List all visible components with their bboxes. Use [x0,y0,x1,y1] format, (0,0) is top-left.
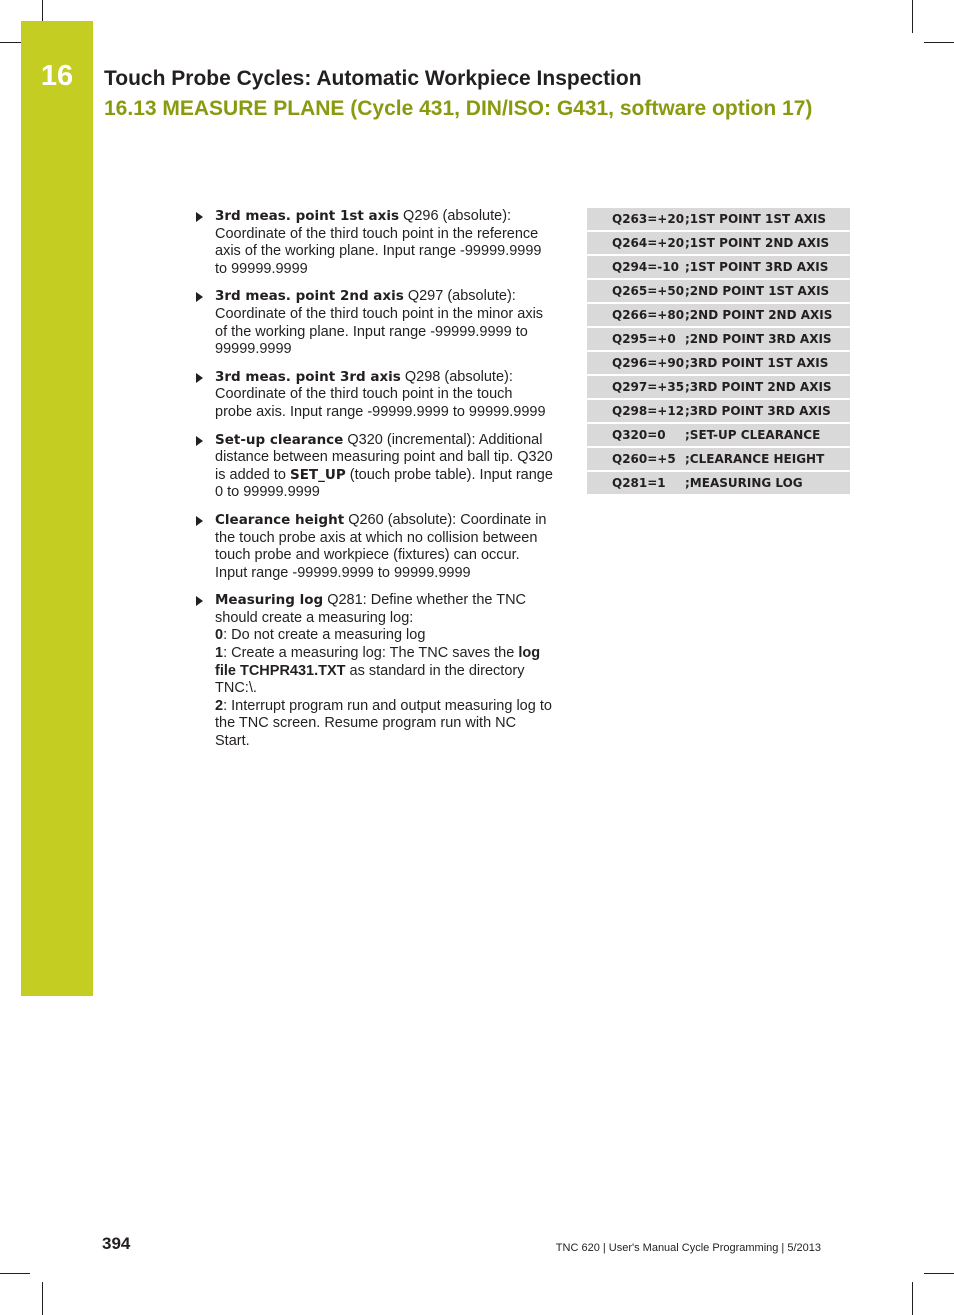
option-1 [215,645,553,698]
code-comment: ;2ND POINT 1ST AXIS [685,279,850,303]
crop-mark [912,0,913,33]
code-comment: ;3RD POINT 1ST AXIS [685,351,850,375]
chapter-title: Touch Probe Cycles: Automatic Workpiece Inspection [104,67,642,90]
table-row [587,207,850,231]
code-param: Q281=1 [587,471,685,494]
param-term: 3rd meas. point 2nd axis [215,288,404,305]
param-term: Set-up clearance [215,431,344,448]
table-row [587,375,850,399]
code-param: Q260=+5 [587,447,685,471]
section-title: 16.13 MEASURE PLANE (Cycle 431, DIN/ISO: G431, software option 17) [104,97,813,120]
table-row [587,327,850,351]
list-item [193,592,553,750]
table-row [587,279,850,303]
code-param: Q294=-10 [587,255,685,279]
param-term: 3rd meas. point 1st axis [215,208,400,224]
option-key: 0 [215,627,224,644]
option-text: : Create a measuring log: The TNC saves the [223,645,519,662]
code-param: Q265=+50 [587,279,685,303]
table-row [587,471,850,494]
code-comment: ;2ND POINT 3RD AXIS [685,327,850,351]
code-comment: ;3RD POINT 3RD AXIS [685,399,850,423]
param-desc-2: (touch probe table). Input range 0 to 99999.9999 [215,466,553,501]
table-row [587,231,850,255]
option-2 [215,698,553,751]
option-0 [215,627,553,645]
option-key: 1 [215,645,224,662]
param-desc: Q281: Define whether the TNC should create a measuring log: [215,592,527,626]
param-desc: Q298 (absolute): Coordinate of the third touch point in the touch probe axis. Input range -99999.9999 to 99999.9999 [215,368,546,420]
list-item [193,288,553,358]
code-comment: ;3RD POINT 2ND AXIS [685,375,850,399]
bullet-triangle-icon [196,436,203,446]
param-desc: Q320 (incremental): Additional distance between measuring point and ball tip. Q320 is added to [215,431,553,483]
code-param: Q266=+80 [587,303,685,327]
option-text: : Do not create a measuring log [223,627,426,644]
code-param: Q297=+35 [587,375,685,399]
code-param: Q263=+20 [587,207,685,231]
code-comment: ;1ST POINT 2ND AXIS [685,231,850,255]
code-param: Q295=+0 [587,327,685,351]
param-desc: Q297 (absolute): Coordinate of the third touch point in the minor axis of the working plane. Input range -99999.9999 to 99999.9999 [215,288,544,358]
param-term: Measuring log [215,592,324,609]
option-key: 2 [215,697,224,714]
code-param: Q298=+12 [587,399,685,423]
footer-text: TNC 620 | User's Manual Cycle Programming | 5/2013 [555,1242,821,1254]
chapter-tab [21,21,93,996]
param-desc: Q260 (absolute): Coordinate in the touch probe axis at which no collision between touch probe and workpiece (fixtures) can occur. Input range -99999.9999 to 99999.9999 [215,511,547,581]
code-comment: ;1ST POINT 1ST AXIS [685,207,850,231]
list-item [193,208,553,278]
list-item [193,512,553,582]
code-param: Q296=+90 [587,351,685,375]
code-comment: ;MEASURING LOG [685,471,850,494]
option-text-2: as standard in the directory TNC:\. [215,662,525,697]
table-row [587,399,850,423]
table-row [587,303,850,327]
code-param: Q320=0 [587,423,685,447]
bullet-triangle-icon [196,596,203,606]
parameter-list [193,208,553,761]
param-term: Clearance height [215,511,345,528]
param-bold: SET_UP [289,466,346,483]
list-item [193,432,553,502]
option-bold: log file TCHPR431.TXT [215,645,541,679]
code-comment: ;2ND POINT 2ND AXIS [685,303,850,327]
code-comment: ;1ST POINT 3RD AXIS [685,255,850,279]
crop-mark [42,1282,43,1315]
table-row [587,255,850,279]
bullet-triangle-icon [196,212,203,222]
bullet-triangle-icon [196,292,203,302]
table-row [587,423,850,447]
param-term: 3rd meas. point 3rd axis [215,368,401,385]
table-row [587,351,850,375]
nc-code-table [587,206,850,494]
table-row [587,447,850,471]
crop-mark [0,1273,30,1274]
code-comment: ;CLEARANCE HEIGHT [685,447,850,471]
crop-mark [912,1282,913,1315]
page-number: 394 [102,1234,131,1253]
option-text: : Interrupt program run and output measuring log to the TNC screen. Resume program run with NC Start. [215,697,552,750]
crop-mark [924,1273,954,1274]
crop-mark [924,42,954,43]
code-param: Q264=+20 [587,231,685,255]
param-desc: Q296 (absolute): Coordinate of the third touch point in the reference axis of the working plane. Input range -99999.9999 to 99999.9999 [215,208,542,277]
chapter-number: 16 [40,60,74,92]
code-comment: ;SET-UP CLEARANCE [685,423,850,447]
bullet-triangle-icon [196,373,203,383]
list-item [193,369,553,422]
bullet-triangle-icon [196,516,203,526]
